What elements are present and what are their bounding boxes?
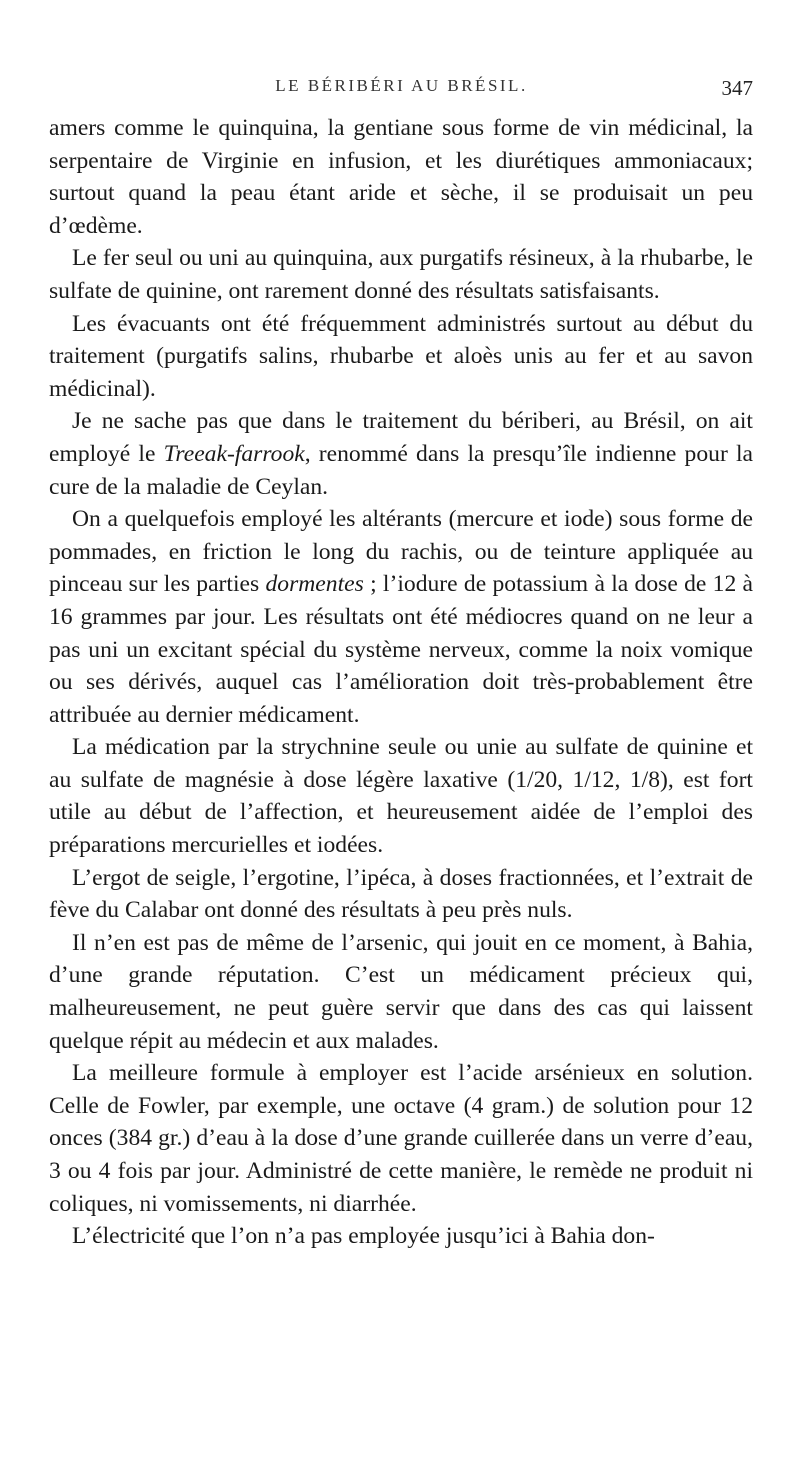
paragraph-3 xyxy=(49,308,753,406)
paragraph-text: La meilleure formule à employer est l’acide arsénieux en solution. Celle de Fowler, par exemple, une octave (4 gram.) de solution pour 12 onces (384 gr.) d’eau à la dose d’une grande cuillerée dans un verre d’eau, 3 ou 4 fois par jour. Administré de cette manière, le remède ne produit ni coliques, ni vomissements, ni diarrhée. xyxy=(49,1060,753,1217)
page-number: 347 xyxy=(721,76,753,100)
paragraph-text: Il n’en est pas de même de l’arsenic, qui jouit en ce moment, à Bahia, d’une grande réputation. C’est un médicament précieux qui, malheureusement, ne peut guère servir que dans des cas qui laissent quelque répit au médecin et aux malades. xyxy=(49,929,753,1054)
paragraph-text: Je ne sache pas que dans le traitement du bériberi, au Brésil, on ait employé le xyxy=(49,408,753,467)
paragraph-5 xyxy=(49,503,753,731)
running-title: LE BÉRIBÉRI AU BRÉSIL. xyxy=(275,76,528,95)
paragraph-text: L’ergot de seigle, l’ergotine, l’ipéca, à doses fractionnées, et l’extrait de fève du Calabar ont donné des résultats à peu près nuls. xyxy=(49,864,753,924)
paragraph-text: amers comme le quinquina, la gentiane sous forme de vin médicinal, la serpentaire de Virginie en infusion, et les diurétiques ammoniacaux; surtout quand la peau étant aride et sèche, il se produisait un peu d’œdème. xyxy=(49,115,753,239)
body-text xyxy=(49,112,753,1253)
paragraph-8 xyxy=(49,927,753,1057)
paragraph-6 xyxy=(49,731,753,861)
paragraph-text: L’électricité que l’on n’a pas employée jusqu’ici à Bahia don- xyxy=(72,1223,655,1250)
paragraph-text: ; l’iodure de potassium à la dose de 12 à 16 grammes par jour. Les résultats ont été médiocres quand on ne leur a pas uni un excitant spécial du système nerveux, comme la noix vomique ou ses dérivés, auquel cas l’amélioration doit très-probablement être attribuée au dernier médicament. xyxy=(49,571,754,728)
paragraph-text: Les évacuants ont été fréquemment administrés surtout au début du traitement (purgatifs salins, rhubarbe et aloès unis au fer et au savon médicinal). xyxy=(49,310,753,402)
running-head xyxy=(50,76,753,106)
italic-term: Treeak-farrook xyxy=(163,440,305,467)
paragraph-text: On a quelquefois employé les altérants (mercure et iode) sous forme de pommades, en friction le long du rachis, ou de teinture appliquée au pinceau sur les parties xyxy=(49,506,753,598)
paragraph-text: La médication par la strychnine seule ou unie au sulfate de quinine et au sulfate de magnésie à dose légère laxative (1/20, 1/12, 1/8), est fort utile au début de l’affection, et heureusement aidée de l’emploi des préparations mercurielles et iodées. xyxy=(49,734,753,859)
paragraph-7 xyxy=(49,862,753,927)
paragraph-1 xyxy=(49,112,753,242)
paragraph-9 xyxy=(49,1057,753,1220)
paragraph-10 xyxy=(49,1220,753,1253)
paragraph-4 xyxy=(49,405,753,503)
paragraph-2 xyxy=(49,242,753,307)
italic-term: dormentes xyxy=(265,571,364,598)
paragraph-text: Le fer seul ou uni au quinquina, aux purgatifs résineux, à la rhubarbe, le sulfate de quinine, ont rarement donné des résultats satisfaisants. xyxy=(49,245,753,304)
paragraph-text: , renommé dans la presqu’île indienne pour la cure de la maladie de Ceylan. xyxy=(49,440,753,500)
